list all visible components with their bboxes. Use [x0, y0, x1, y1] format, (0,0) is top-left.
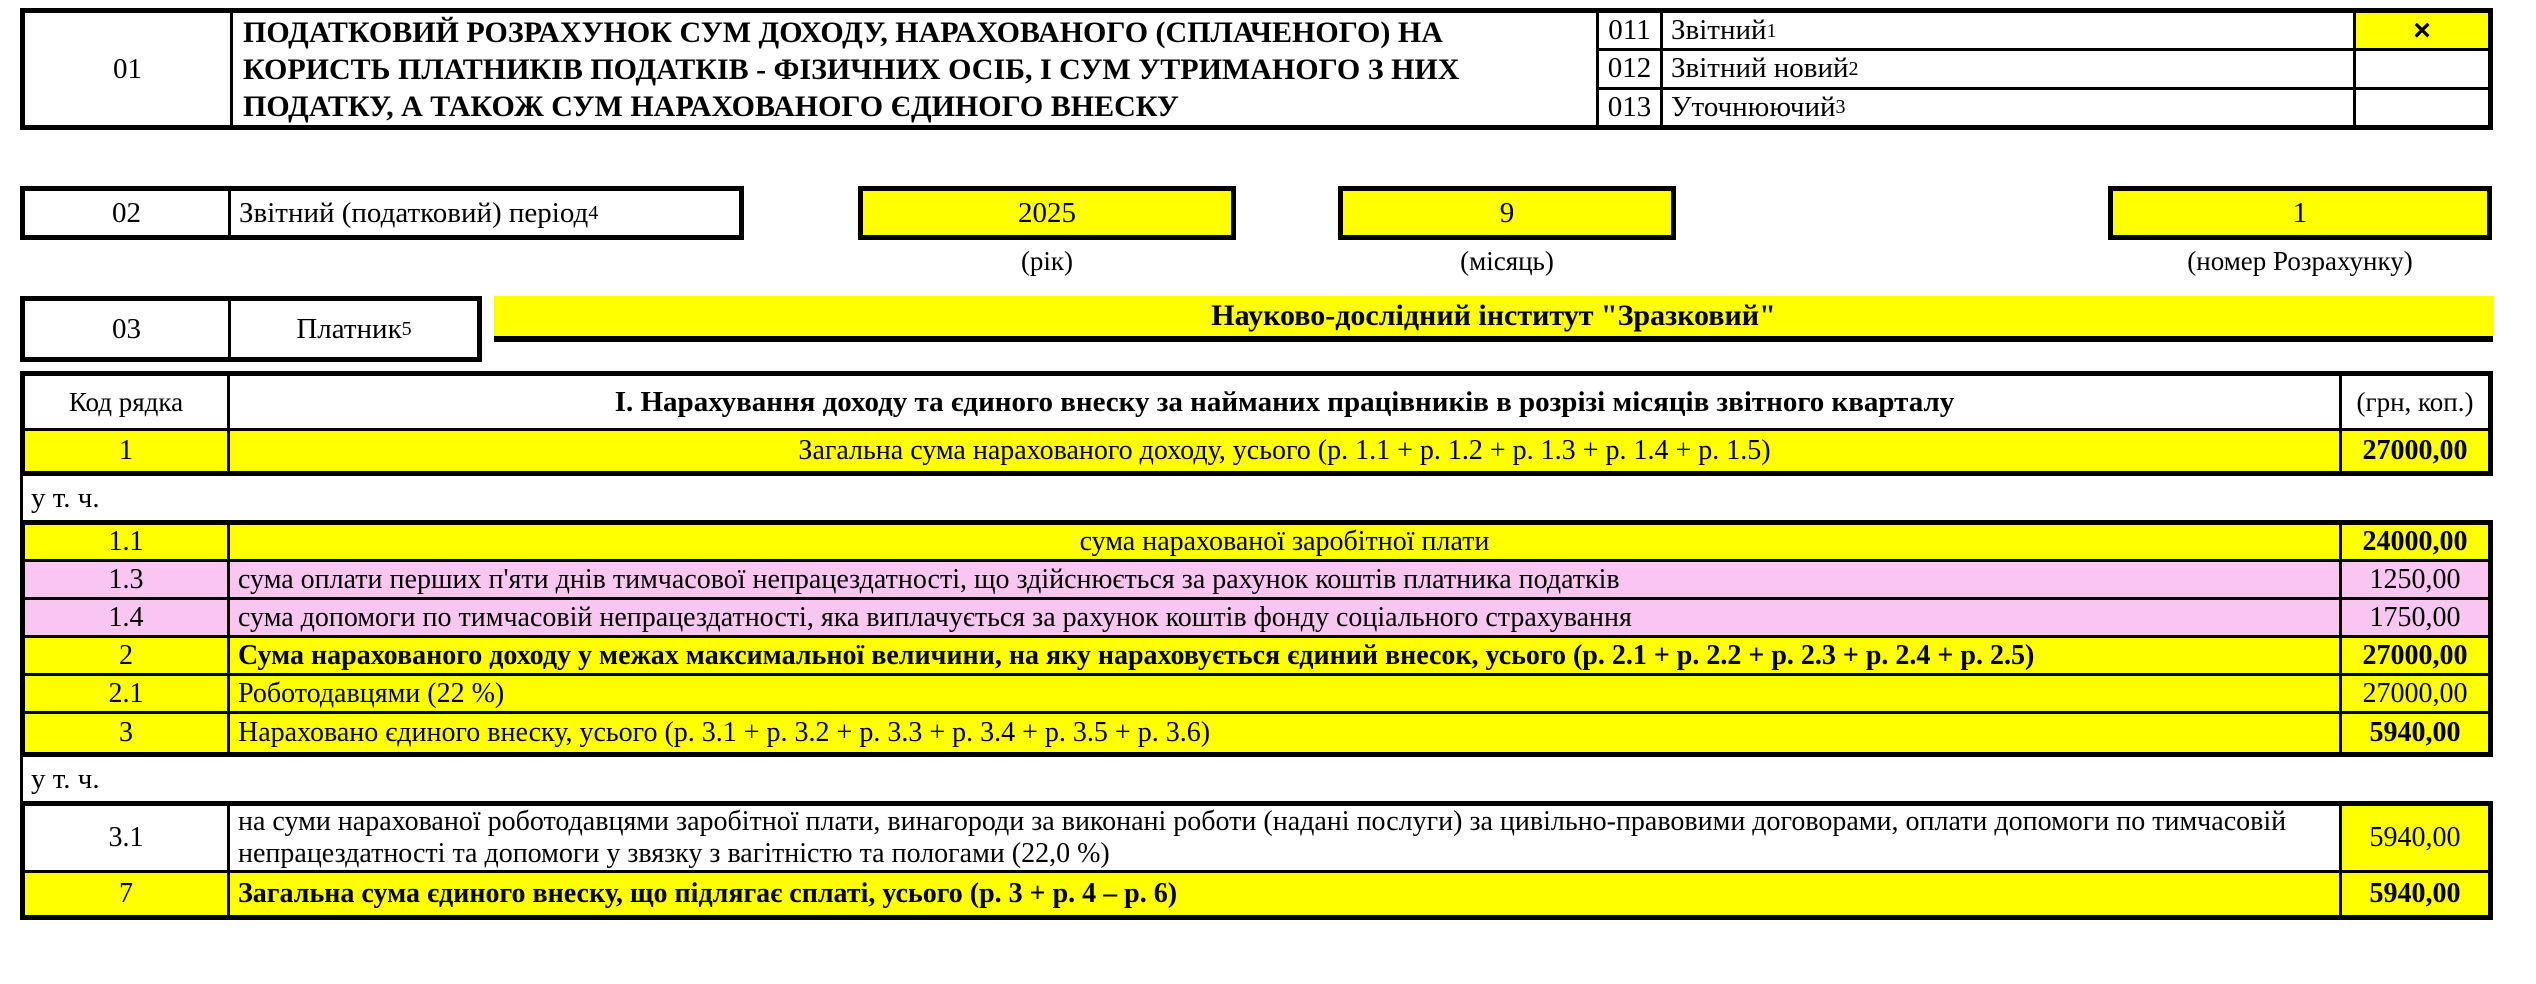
month-field[interactable]: 9 — [1338, 186, 1676, 240]
row-desc-cell: сума допомоги по тимчасовій непрацездатності, яка виплачується за рахунок коштів фонду соціального страхування — [229, 599, 2341, 637]
report-type-checkbox[interactable] — [2356, 90, 2488, 125]
section01-code: 01 — [25, 13, 233, 125]
report-type-row — [1599, 90, 2488, 125]
report-type-code: 012 — [1599, 51, 1663, 86]
table-row — [23, 561, 2491, 599]
in-particular-label: у т. ч. — [20, 476, 2493, 520]
calculation-number-caption: (номер Розрахунку) — [2187, 246, 2413, 276]
report-type-row — [1599, 51, 2488, 89]
month-caption: (місяць) — [1460, 246, 1554, 276]
report-type-label: Уточнюючий 3 — [1663, 90, 2356, 125]
report-type-label-text: Уточнюючий — [1671, 90, 1836, 123]
row-desc-cell: Нараховано єдиного внеску, усього (р. 3.1 + р. 3.2 + р. 3.3 + р. 3.4 + р. 3.5 + р. 3.6) — [229, 713, 2341, 755]
report-type-row — [1599, 13, 2488, 51]
row-code-cell: 1.3 — [23, 561, 229, 599]
calculation-number-field[interactable]: 1 — [2108, 186, 2492, 240]
in-particular-label: у т. ч. — [20, 757, 2493, 801]
report-type-code: 013 — [1599, 90, 1663, 125]
table-section-tA — [20, 371, 2493, 476]
form-title: ПОДАТКОВИЙ РОЗРАХУНОК СУМ ДОХОДУ, НАРАХОВАНОГО (СПЛАЧЕНОГО) НА КОРИСТЬ ПЛАТНИКІВ ПОДАТКІВ - ФІЗИЧНИХ ОСІБ, І СУМ УТРИМАНОГО З НИХ ПОДАТКУ, А ТАКОЖ СУМ НАРАХОВАНОГО ЄДИНОГО ВНЕСКУ — [233, 13, 1599, 125]
payer-label: Платник 5 — [296, 312, 412, 345]
report-type-label: Звітний 1 — [1663, 13, 2356, 48]
table-section-tB — [20, 520, 2493, 757]
row-desc-cell: сума нарахованої заробітної плати — [229, 523, 2341, 561]
row-code-cell: 7 — [23, 872, 229, 918]
row-value-cell[interactable]: 5940,00 — [2341, 872, 2491, 918]
period-label-text: Звітний (податковий) період — [239, 196, 589, 229]
table-row — [23, 804, 2491, 872]
row-desc-cell: сума оплати перших п'яти днів тимчасової непрацездатності, що здійснюється за рахунок коштів платника податків — [229, 561, 2341, 599]
row-desc-cell: Сума нарахованого доходу у межах максимальної величини, на яку нараховується єдиний внесок, усього (р. 2.1 + р. 2.2 + р. 2.3 + р. 2.4 + р. 2.5) — [229, 637, 2341, 675]
row-value-cell[interactable]: 5940,00 — [2341, 804, 2491, 872]
row-code-cell: 2 — [23, 637, 229, 675]
row-desc-cell: Загальна сума єдиного внеску, що підлягає сплаті, усього (р. 3 + р. 4 – р. 6) — [229, 872, 2341, 918]
col-header-row-code: Код рядка — [23, 374, 229, 430]
report-type-code: 011 — [1599, 13, 1663, 48]
row-value-cell[interactable]: 27000,00 — [2341, 637, 2491, 675]
table-section-tC — [20, 801, 2493, 920]
table-row — [23, 637, 2491, 675]
payer-label-text: Платник — [296, 312, 402, 345]
table-row — [23, 872, 2491, 918]
row-value-cell[interactable]: 5940,00 — [2341, 713, 2491, 755]
row-code-cell: 1.4 — [23, 599, 229, 637]
period-label: Звітний (податковий) період 4 — [239, 196, 599, 229]
income-contribution-table — [20, 371, 2493, 920]
period-section — [0, 186, 2536, 278]
row-code-cell: 1.1 — [23, 523, 229, 561]
table-row — [23, 523, 2491, 561]
table-row — [23, 430, 2491, 474]
payer-box — [20, 296, 482, 362]
form-header-block — [20, 8, 2493, 130]
row-desc-cell: Загальна сума нарахованого доходу, усього (р. 1.1 + р. 1.2 + р. 1.3 + р. 1.4 + р. 1.5) — [229, 430, 2341, 474]
report-type-label-text: Звітний — [1671, 14, 1767, 47]
row-value-cell[interactable]: 24000,00 — [2341, 523, 2491, 561]
row-desc-cell: Роботодавцями (22 %) — [229, 675, 2341, 713]
row-value-cell[interactable]: 27000,00 — [2341, 430, 2491, 474]
table-row — [23, 675, 2491, 713]
row-code-cell: 3.1 — [23, 804, 229, 872]
payer-name-wrap — [494, 296, 2493, 362]
row-code-cell: 2.1 — [23, 675, 229, 713]
row-value-cell[interactable]: 1250,00 — [2341, 561, 2491, 599]
table-header-row — [23, 374, 2491, 430]
payer-section — [20, 296, 2493, 362]
row-code-cell: 3 — [23, 713, 229, 755]
period-box — [20, 186, 744, 240]
report-type-list — [1599, 13, 2488, 125]
row-value-cell[interactable]: 1750,00 — [2341, 599, 2491, 637]
year-caption: (рік) — [1020, 246, 1074, 276]
report-type-label-text: Звітний новий — [1671, 52, 1849, 85]
table-row — [23, 713, 2491, 755]
year-field[interactable]: 2025 — [858, 186, 1236, 240]
report-type-checkbox[interactable] — [2356, 51, 2488, 86]
report-type-label: Звітний новий 2 — [1663, 51, 2356, 86]
table-row — [23, 599, 2491, 637]
row-code-cell: 1 — [23, 430, 229, 474]
report-type-checkbox[interactable]: × — [2356, 13, 2488, 48]
col-header-currency: (грн, коп.) — [2341, 374, 2491, 430]
col-header-section-title: І. Нарахування доходу та єдиного внеску за найманих працівників в розрізі місяців звітного кварталу — [229, 374, 2341, 430]
payer-name-field[interactable]: Науково-дослідний інститут "Зразковий" — [494, 296, 2493, 342]
row-desc-cell: на суми нарахованої роботодавцями заробітної плати, винагороди за виконані роботи (надані послуги) за цивільно-правовими договорами, оплати допомоги по тимчасовій непрацездатності та допомоги у звязку з вагітністю та пологами (22,0 %) — [229, 804, 2341, 872]
section03-code: 03 — [25, 301, 231, 357]
section02-code: 02 — [25, 191, 231, 235]
row-value-cell[interactable]: 27000,00 — [2341, 675, 2491, 713]
